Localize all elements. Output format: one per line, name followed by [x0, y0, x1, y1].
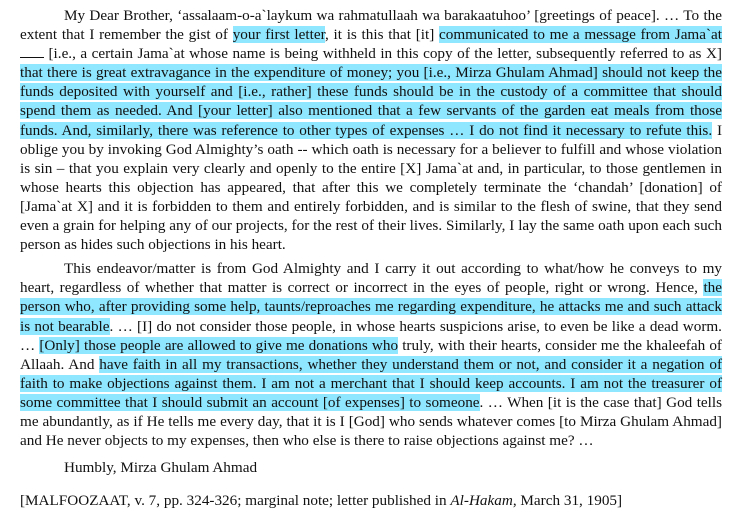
citation-source-title: Al-Hakam	[450, 492, 513, 510]
text-segment: truly, with their hearts, consider me the khaleefah of Allaah. And	[20, 336, 722, 373]
text-segment: My Dear Brother, ‘assalaam-o-a`laykum wa rahmatullaah wa barakaatuhoo’ [greetings of peace]. … To the extent that I remember the gist of	[20, 7, 722, 44]
text-segment: . … [I] do not consider those people, in whose hearts suspicions arise, to even be like a dead worm. …	[20, 317, 722, 354]
highlighted-text: that there is great extravagance in the expenditure of money; you [i.e., Mirza Ghulam Ahmad] should not keep the funds deposited with yourself and [i.e., rather] these funds should be in the custody of a committee that should spend them as needed. And [your letter] also mentioned that a few servants of the garden eat meals from those funds. And, similarly, there was reference to other types of expenses … I do not find it necessary to refute this.	[20, 64, 722, 139]
text-segment: , it is this that [it]	[325, 26, 439, 44]
highlighted-text: your first letter	[232, 26, 326, 44]
highlighted-text: [Only] those people are allowed to give me donations who	[39, 336, 399, 354]
highlighted-text: the person who, after providing some help, taunts/reproaches me regarding expenditure, he attacks me and such attack is not bearable	[20, 279, 722, 335]
highlighted-text: have faith in all my transactions, whether they understand them or not, and consider it a negation of faith to make objections against them. I am not a merchant that I should keep accounts. I am not the treasurer of some committee that I should submit an account [of expenses] to someone	[20, 355, 722, 411]
letter-paragraph-2	[20, 259, 722, 450]
citation-suffix: , March 31, 1905]	[512, 492, 623, 510]
text-segment: I oblige you by invoking God Almighty’s oath -- which oath is necessary for a believer to fulfill and whose violation is sin – that you explain very clearly and openly to the entire [X] Jama`at and, in particular, to those gentlemen in whose hearts this objection has appeared, that after this we completely terminate the ‘chandah’ [donation] of [Jama`at X] and it is forbidden to them and entirely forbidden, and is similar to the flesh of swine, that they send even a grain for helping any of our projects, for the rest of their lives. Similarly, I lay the same oath upon each such person as hides such objections in his heart.	[20, 121, 722, 254]
highlighted-text: communicated to me a message from Jama`at	[438, 26, 723, 44]
letter-signature: Humbly, Mirza Ghulam Ahmad	[64, 459, 258, 477]
letter-paragraph-1	[20, 6, 722, 254]
text-segment: [i.e., a certain Jama`at whose name is being withheld in this copy of the letter, subsequently referred to as X]	[44, 45, 722, 63]
text-segment: . … When [it is the case that] God tells me abundantly, as if He tells me every day, that it is I [God] who sends whatever comes [to Mirza Ghulam Ahmad] and He never objects to my expenses, then who else is there to raise objections against me? …	[20, 393, 723, 450]
text-segment: This endeavor/matter is from God Almighty and I carry it out according to what/how he conveys to my heart, regardless of whether that matter is correct or incorrect in the eyes of people, right or wrong. Hence,	[20, 260, 722, 297]
redacted-blank	[20, 45, 44, 58]
citation-prefix: [MALFOOZAAT, v. 7, pp. 324-326; marginal note; letter published in	[20, 492, 451, 510]
source-citation	[20, 491, 722, 510]
